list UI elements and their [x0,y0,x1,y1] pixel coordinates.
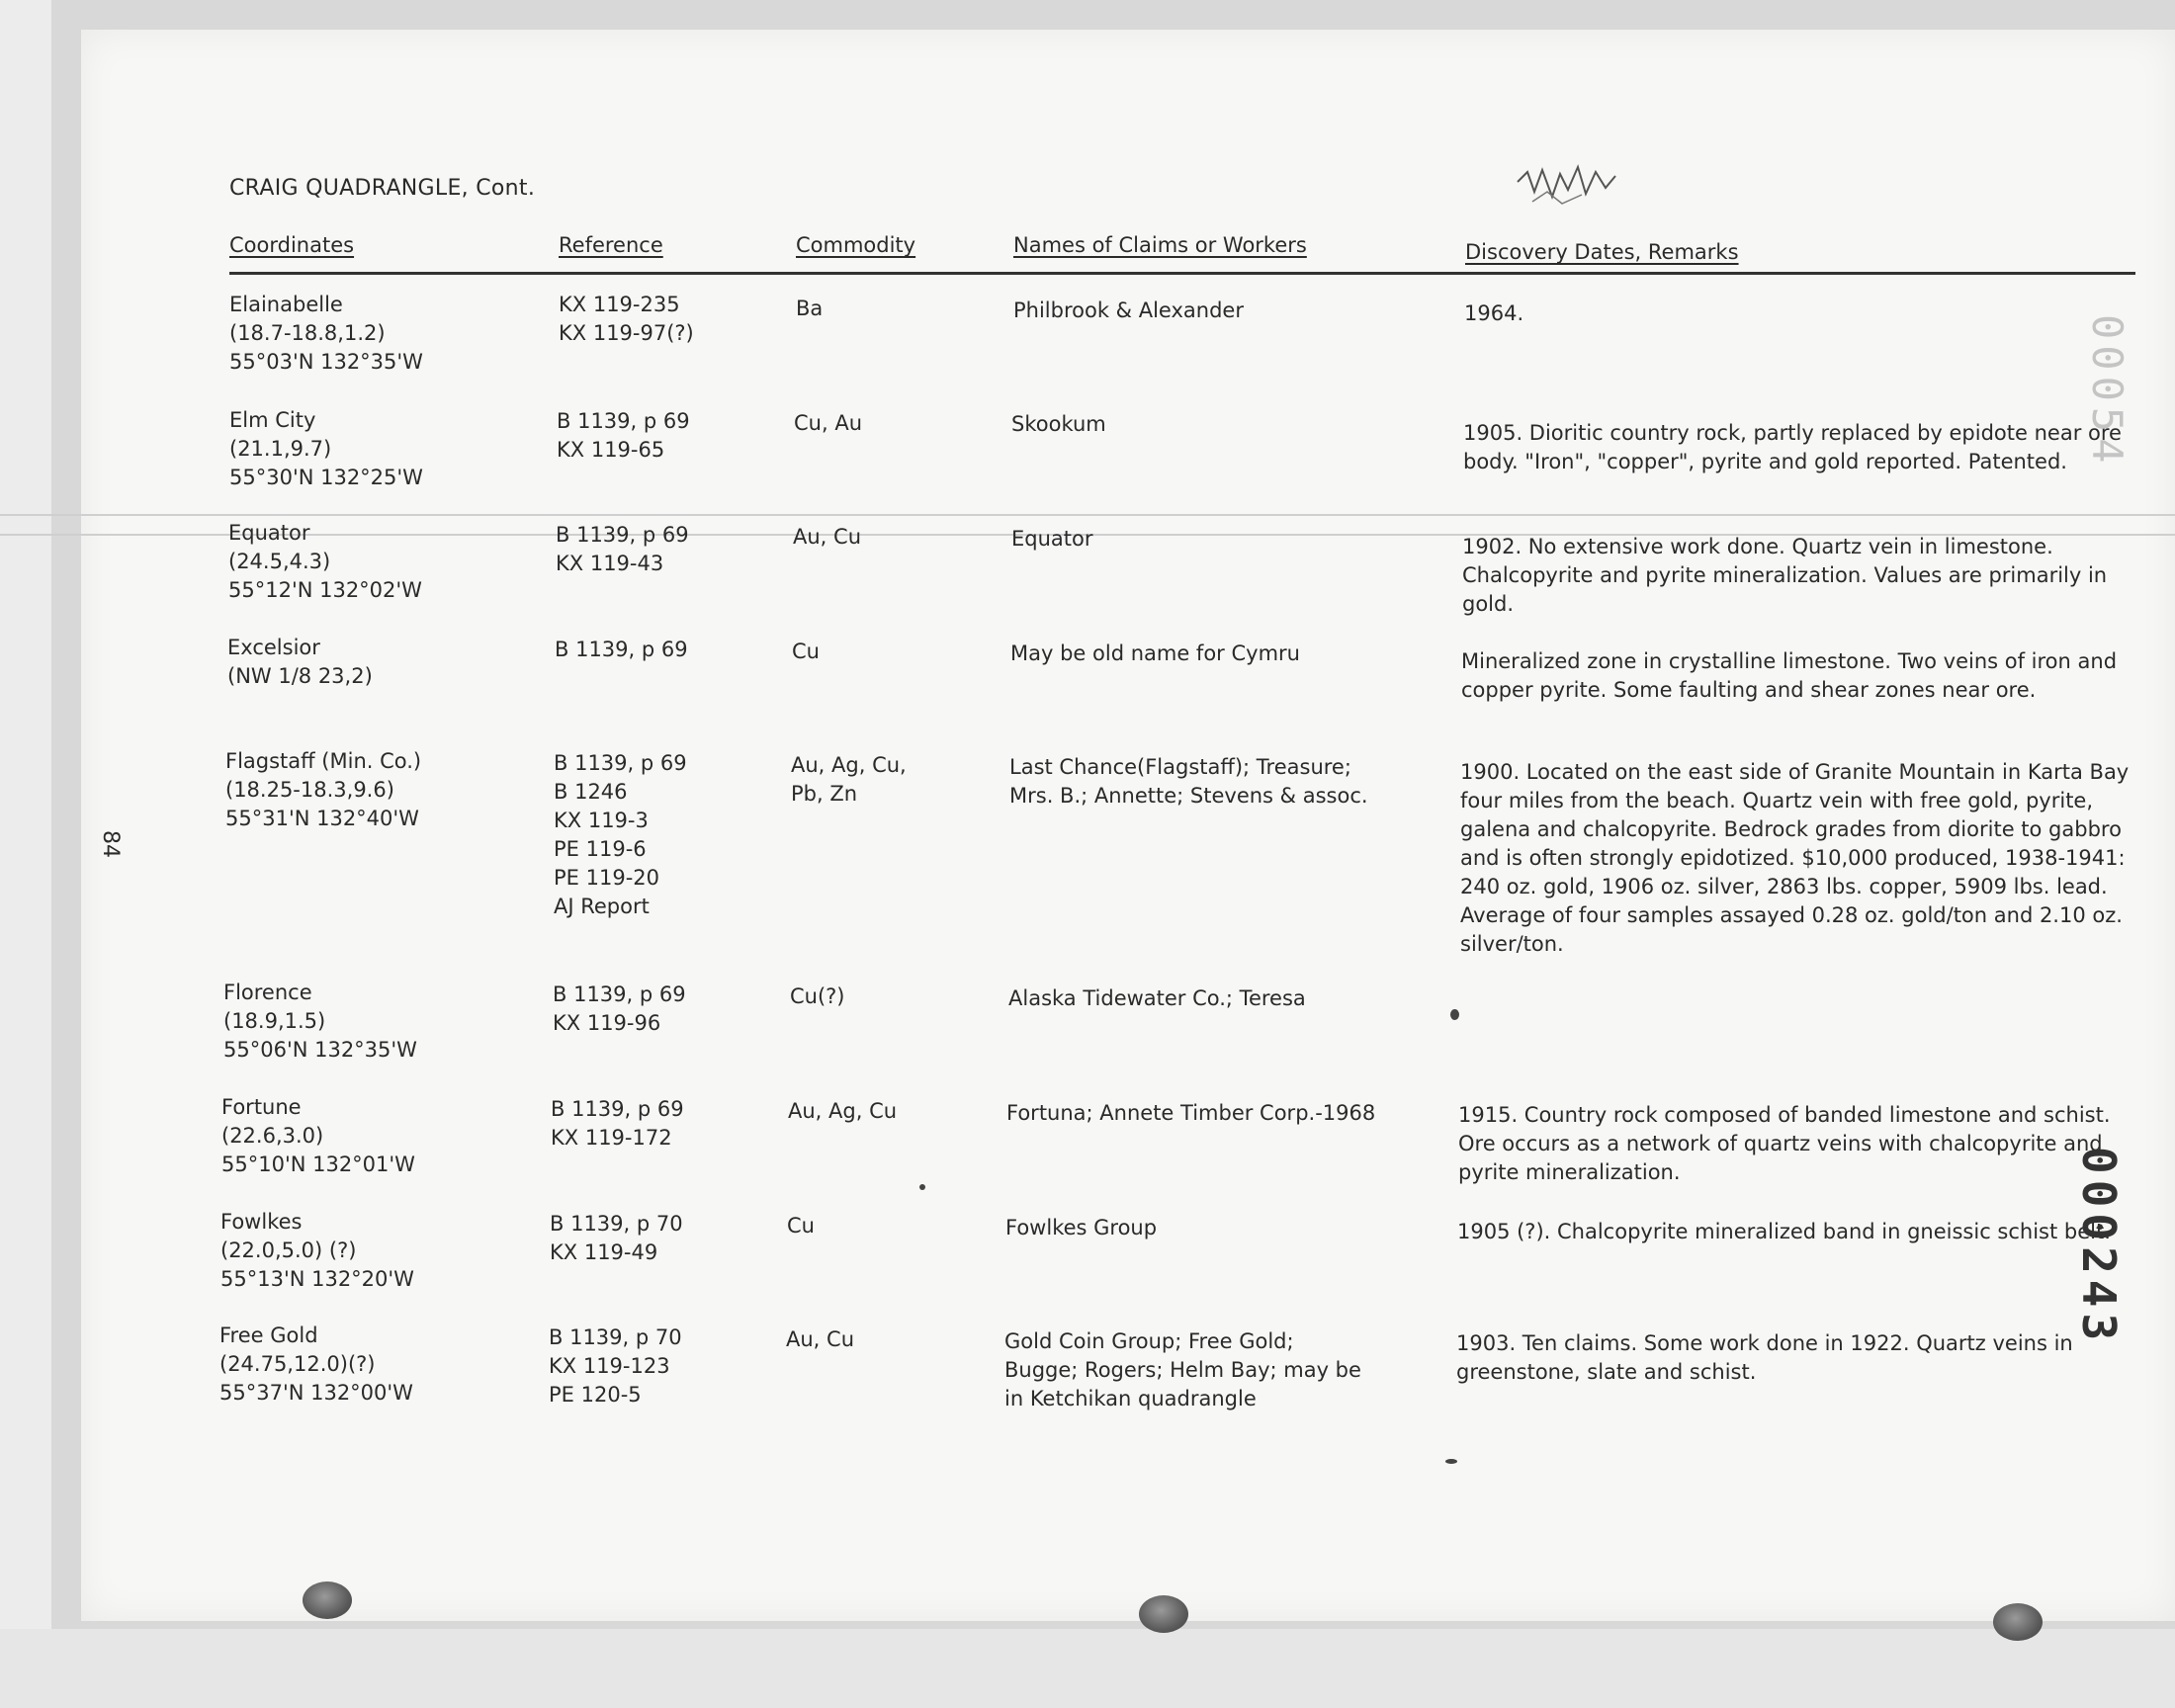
row-names: Equator [1011,527,1093,551]
header-coordinates: Coordinates [229,233,355,257]
row-remarks: 1905. Dioritic country rock, partly replaced by epidote near ore body. "Iron", "copper", pyrite and gold reported. Patented. [1463,421,2122,473]
row-coordinates: Elm City (21.1,9.7) 55°30'N 132°25'W [229,408,423,489]
row-commodity: Cu, Au [794,411,862,435]
row-coordinates: Florence (18.9,1.5) 55°06'N 132°35'W [223,981,417,1062]
ink-speck [1445,1459,1457,1464]
row-reference: B 1139, p 69 B 1246 KX 119-3 PE 119-6 PE 119-20 AJ Report [554,751,687,918]
row-names: Last Chance(Flagstaff); Treasure; Mrs. B.; Annette; Stevens & assoc. [1009,755,1368,808]
row-reference: B 1139, p 69 KX 119-65 [557,409,690,462]
row-coordinates: Free Gold (24.75,12.0)(?) 55°37'N 132°00'W [219,1324,413,1405]
header-names: Names of Claims or Workers [1013,233,1307,257]
row-coordinates: Flagstaff (Min. Co.) (18.25-18.3,9.6) 55°31'N 132°40'W [225,749,422,830]
punch-hole-icon [1139,1595,1188,1633]
row-remarks: 1915. Country rock composed of banded limestone and schist. Ore occurs as a network of quartz veins with chalcopyrite and pyrite mineralization. [1458,1103,2111,1184]
row-names: Skookum [1011,412,1106,436]
row-reference: B 1139, p 70 KX 119-123 PE 120-5 [549,1325,682,1407]
punch-hole-icon [1993,1603,2043,1641]
handwritten-scribble-icon [1513,162,1621,212]
row-reference: B 1139, p 69 KX 119-43 [556,523,689,575]
ink-speck [919,1184,925,1190]
row-names: Fowlkes Group [1005,1216,1158,1239]
row-names: May be old name for Cymru [1010,641,1300,665]
row-coordinates: Excelsior (NW 1/8 23,2) [227,636,373,688]
row-commodity: Au, Ag, Cu [788,1099,898,1123]
header-commodity: Commodity [796,233,916,257]
header-reference: Reference [559,233,663,257]
row-commodity: Ba [796,297,824,320]
header-remarks: Discovery Dates, Remarks [1465,240,1739,264]
scan-margin-left [0,0,51,1708]
faint-stamp-number: 00054 [2083,314,2132,470]
row-coordinates: Equator (24.5,4.3) 55°12'N 132°02'W [228,521,422,602]
row-commodity: Cu [787,1214,815,1238]
page-number: 84 [98,830,123,858]
row-reference: B 1139, p 69 [555,638,688,661]
row-coordinates: Fowlkes (22.0,5.0) (?) 55°13'N 132°20'W [220,1210,414,1291]
row-remarks: 1964. [1464,301,1524,325]
row-reference: B 1139, p 69 KX 119-172 [551,1097,684,1150]
punch-hole-icon [303,1581,352,1619]
row-commodity: Au, Ag, Cu, Pb, Zn [791,753,907,806]
row-remarks: 1905 (?). Chalcopyrite mineralized band in gneissic schist belt. [1457,1220,2111,1243]
scan-artifact-line [0,514,2175,516]
row-commodity: Au, Cu [793,525,861,549]
row-commodity: Cu [792,640,820,663]
row-remarks: 1900. Located on the east side of Granite Mountain in Karta Bay four miles from the beach. Quartz vein with free gold, pyrite, galena and chalcopyrite. Bedrock grades from diorite to gabbro and is often strongly epidotized. $10,000 produced, 1938-1941: 240 oz. gold, 1906 oz. silver, 2863 lbs. copper, 5909 lbs. lead. Average of four samples assayed 0.28 oz. gold/ton and 2.10 oz. silver/ton. [1460,760,2130,956]
row-remarks: 1903. Ten claims. Some work done in 1922. Quartz veins in greenstone, slate and schist. [1456,1331,2073,1384]
row-reference: B 1139, p 70 KX 119-49 [550,1212,683,1264]
row-names: Fortuna; Annete Timber Corp.-1968 [1006,1101,1376,1125]
row-names: Philbrook & Alexander [1013,299,1244,322]
scan-margin-bottom [0,1629,2175,1708]
row-coordinates: Elainabelle (18.7-18.8,1.2) 55°03'N 132°35'W [229,293,423,374]
row-commodity: Cu(?) [790,984,845,1008]
row-names: Gold Coin Group; Free Gold; Bugge; Rogers; Helm Bay; may be in Ketchikan quadrangle [1004,1329,1361,1410]
stamp-number: 000243 [2072,1147,2126,1347]
row-coordinates: Fortune (22.6,3.0) 55°10'N 132°01'W [221,1095,415,1176]
header-rule [229,272,2135,275]
row-names: Alaska Tidewater Co.; Teresa [1008,986,1306,1010]
ink-speck [1450,1009,1459,1020]
row-reference: B 1139, p 69 KX 119-96 [553,982,686,1035]
row-remarks: 1902. No extensive work done. Quartz vein in limestone. Chalcopyrite and pyrite mineralization. Values are primarily in gold. [1462,535,2108,616]
row-remarks: Mineralized zone in crystalline limestone. Two veins of iron and copper pyrite. Some faulting and shear zones near ore. [1461,649,2118,702]
row-commodity: Au, Cu [786,1327,854,1351]
page-title: CRAIG QUADRANGLE, Cont. [229,176,536,201]
row-reference: KX 119-235 KX 119-97(?) [559,293,694,345]
